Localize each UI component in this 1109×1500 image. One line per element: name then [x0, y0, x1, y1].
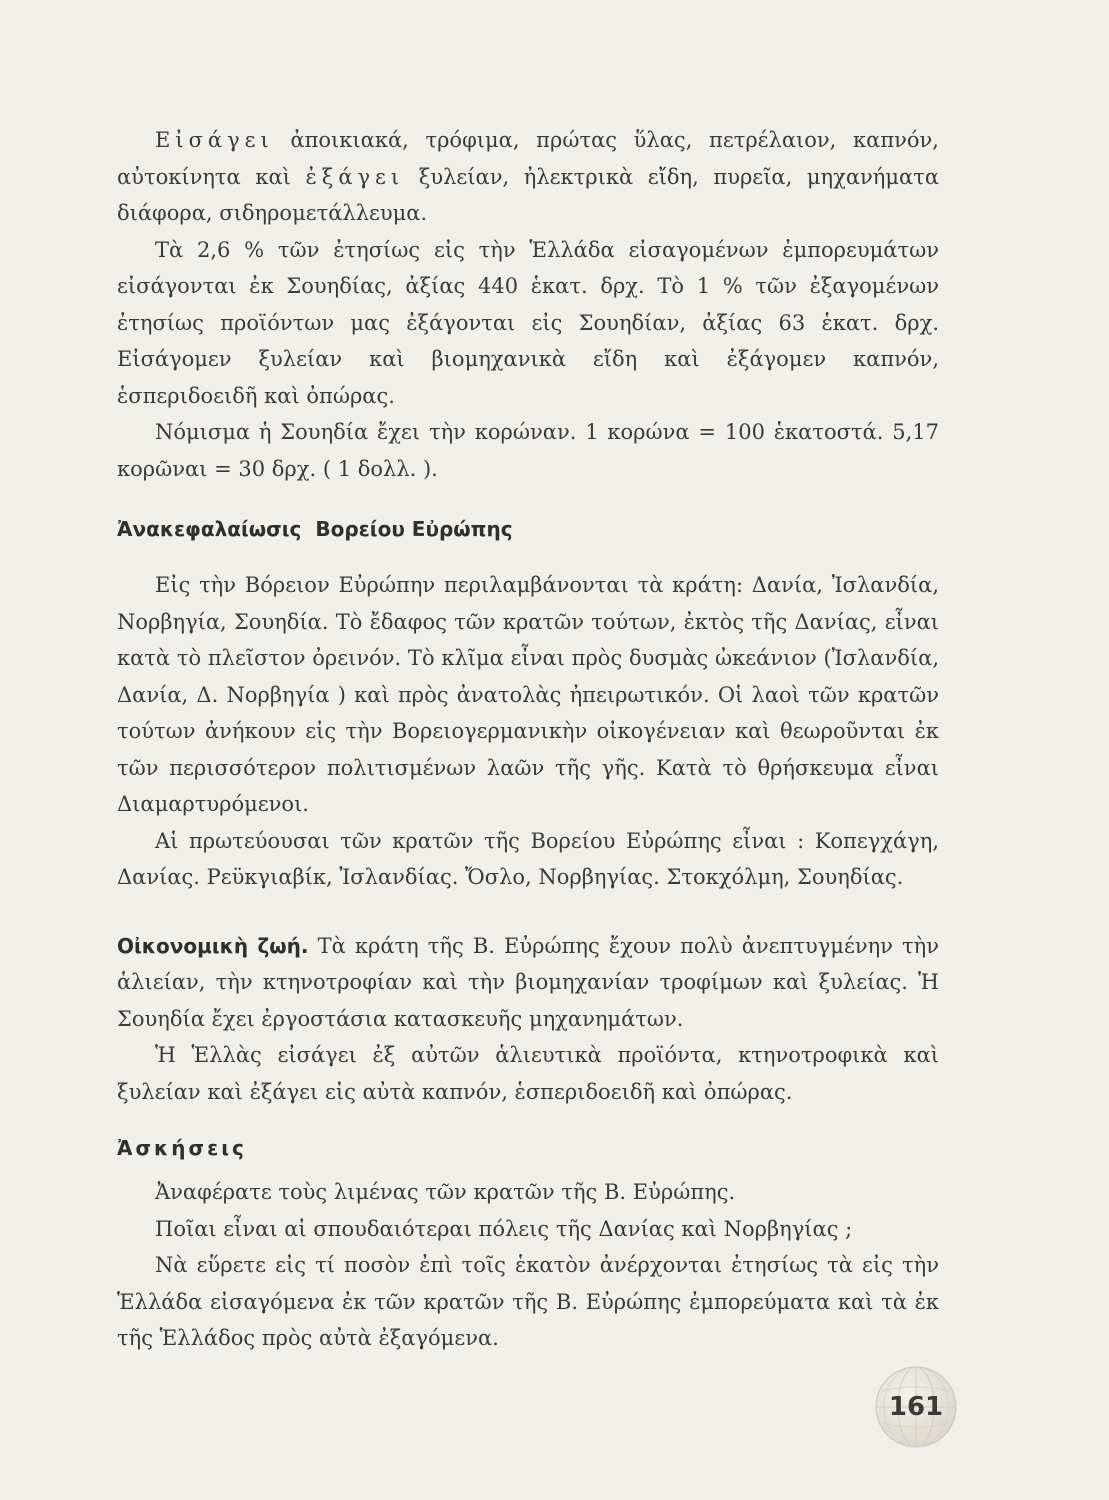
exercise-question-3: Νὰ εὕρετε εἰς τί ποσὸν ἐπὶ τοῖς ἑκατὸν ἀνέρχονται ἐτησίως τὰ εἰς τὴν Ἑλλάδα εἰσαγόμενα ἐκ τῶν κρατῶν τῆς Β. Εὐρώπης ἐμπορεύματα καὶ τὰ ἐκ τῆς Ἑλλάδος πρὸς αὐτὰ ἐξαγόμενα.: [117, 1253, 939, 1350]
economy-heading: Οἰκονομικὴ ζωή.: [117, 933, 309, 958]
paragraph-currency: Νόμισμα ἡ Σουηδία ἔχει τὴν κορώναν. 1 κορώνα = 100 ἑκατοστά. 5,17 κορῶναι = 30 δρχ. ( 1 δολλ. ).: [117, 420, 939, 481]
emphasis-imports: Εἰσάγει: [155, 128, 274, 152]
economy-text: Τὰ κράτη τῆς Β. Εὐρώπης ἔχουν πολὺ ἀνεπτυγμένην τὴν ἁλιείαν, τὴν κτηνοτροφίαν καὶ τὴν βιομηχανίαν τροφίμων καὶ ξυλείας. Ἡ Σουηδία ἔχει ἐργοστάσια κατασκευῆς μηχανημάτων.: [117, 933, 939, 1031]
exercise-question-1: Ἀναφέρατε τοὺς λιμένας τῶν κρατῶν τῆς Β. Εὐρώπης.: [155, 1180, 736, 1204]
paragraph-economy: [117, 928, 939, 1038]
summary-heading: [117, 517, 939, 541]
text-column: [117, 122, 939, 1357]
summary-heading-part2: Βορείου Εὐρώπης: [315, 517, 513, 541]
paragraph-trade-with-greece: Τὰ 2,6 % τῶν ἐτησίως εἰς τὴν Ἑλλάδα εἰσαγομένων ἐμπορευμάτων εἰσάγονται ἐκ Σουηδίας, ἀξίας 440 ἑκατ. δρχ. Τὸ 1 % τῶν ἐξαγομένων ἐτησίως προϊόντων μας ἐξάγονται εἰς Σουηδίαν, ἀξίας 63 ἑκατ. δρχ. Εἰσάγομεν ξυλείαν καὶ βιομηχανικὰ εἴδη καὶ ἐξάγομεν καπνόν, ἑσπεριδοειδῆ καὶ ὀπώρας.: [117, 237, 939, 408]
exports-text: ξυλείαν, ἠλεκτρικὰ εἴδη, πυρεῖα, μηχανήματα διάφορα, σιδηρομετάλλευμα.: [117, 164, 939, 225]
summary-heading-part1: Ἀνακεφαλαίωσις: [117, 517, 302, 541]
paragraph-economy-greece: Ἡ Ἑλλὰς εἰσάγει ἐξ αὐτῶν ἁλιευτικὰ προϊόντα, κτηνοτροφικὰ καὶ ξυλείαν καὶ ἐξάγει εἰς αὐτὰ καπνόν, ἑσπεριδοειδῆ καὶ ὀπώρας.: [117, 1043, 939, 1104]
page-number: 161: [888, 1392, 944, 1422]
exercises-heading: Ἀσκήσεις: [117, 1136, 247, 1160]
paragraph-sweden-trade: [117, 122, 939, 232]
imports-text: ἀποικιακά, τρόφιμα, πρώτας ὕλας, πετρέλαιον, καπνόν, αὐτοκίνητα καὶ: [117, 128, 939, 189]
exercise-question-2: Ποῖαι εἶναι αἱ σπουδαιότεραι πόλεις τῆς Δανίας καὶ Νορβηγίας ;: [155, 1216, 853, 1241]
paragraph-summary-capitals: Αἱ πρωτεύουσαι τῶν κρατῶν τῆς Βορείου Εὐρώπης εἶναι : Κοπεγχάγη, Δανίας. Ρεϋκγιαβίκ, Ἰσλανδίας. Ὄσλο, Νορβηγίας. Στοκχόλμη, Σουηδίας.: [117, 828, 939, 889]
page-number-badge: [872, 1363, 960, 1451]
paragraph-summary-states: Εἰς τὴν Βόρειον Εὐρώπην περιλαμβάνονται τὰ κράτη: Δανία, Ἰσλανδία, Νορβηγία, Σουηδία. Τὸ ἔδαφος τῶν κρατῶν τούτων, ἐκτὸς τῆς Δανίας, εἶναι κατὰ τὸ πλεῖστον ὀρεινόν. Τὸ κλῖμα εἶναι πρὸς δυσμὰς ὠκεάνιον (Ἰσλανδία, Δανία, Δ. Νορβηγία ) καὶ πρὸς ἀνατολὰς ἠπειρωτικόν. Οἱ λαοὶ τῶν κρατῶν τούτων ἀνήκουν εἰς τὴν Βορειογερμανικὴν οἰκογένειαν καὶ θεωροῦνται ἐκ τῶν περισσότερον πολιτισμένων λαῶν τῆς γῆς. Κατὰ τὸ θρήσκευμα εἶναι Διαμαρτυρόμενοι.: [117, 573, 939, 816]
emphasis-exports: ἐξάγει: [305, 164, 405, 189]
